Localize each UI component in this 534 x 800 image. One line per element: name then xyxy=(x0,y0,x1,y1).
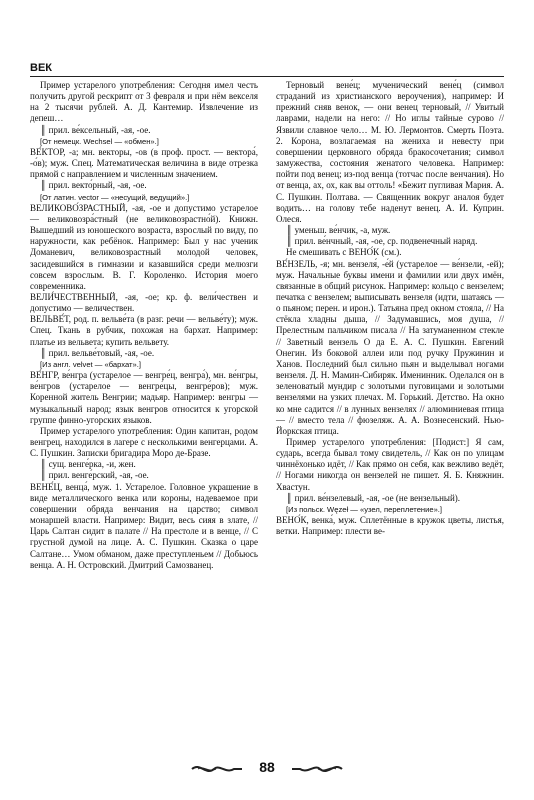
etymology-note: [Из англ. velvet — «бархат».] xyxy=(40,359,141,369)
usage-paragraph: Терновый вене́ц; мученический вене́ц (символ страданий из христианского вероучения), например: И прежний сняв венок, — они венец терновый, // Увитый лаврами, надели на него: // Но иглы тайные сурово // Язвили славное чело… М. Ю. Лермонтов. Смерть Поэта. 2. Корона, возлагаемая на жениха и невесту при совершении церковного обряда бракосочетания; символ замужества, состояния женатого человека. Например: пойти под венец; из-под венца (тотчас после венчания). Но от венца, ах, ох, как вы оттоль! «Бежит пугливая Мария. А. С. Пушкин. Полтава. — Священник вокруг аналоя будет водить… на голову тебе наденут венец. А. И. Куприн. Олеся. xyxy=(276,80,504,224)
dictionary-entry: ВЕЛИ́ЧЕСТВЕННЫЙ, -ая, -ое; кр. ф. вели́чествен и допустимо — величествен. xyxy=(30,291,258,314)
page-footer xyxy=(0,754,534,784)
running-head: ВЕК xyxy=(30,62,52,74)
usage-paragraph: Пример устарелого употребления: Сегодня имел честь получить другой рескрипт от 3 февраля и при нём векселя на 2 тысячи рублей. А. Д. Кантемир. Извлечение из депеш… xyxy=(30,80,258,124)
derived-form: ║ прил. ве́нзелевый, -ая, -ое (не вензельный). xyxy=(286,492,461,503)
derived-form: ║ уменьш. ве́нчик, -а, муж. xyxy=(286,225,391,236)
dictionary-entry: ВЕЛИКОВО́ЗРАСТНЫЙ, -ая, -ое и допустимо устарелое — великовозра́стный (не великовозрастно́й). Книжн. Вышедший из юношеского возраста, взрослый по виду, по наружности, как ребёнок. Например: Был у нас ученик Доманевич, великовозрастный молодой человек, засидевшийся в гимназии и казавшийся среди мелюзги совсем взрослым. В. Г. Короленко. История моего современника. xyxy=(30,202,258,291)
etymology-note: [От латин. vector — «несущий, ведущий».] xyxy=(40,192,190,202)
right-column xyxy=(276,80,504,537)
derived-form: ║ сущ. венге́рка, -и, жен. xyxy=(40,459,136,470)
right-ornament-icon xyxy=(290,760,344,778)
dictionary-entry: ВЕ́НЗЕЛЬ, -я; мн. вензеля́, -е́й (устарелое — ве́нзели, -ей); муж. Начальные буквы имени и фамилии или двух имён, связанные в общий рисунок. Например: кольцо с вензелем; печатка с вензелем; выписывать вензеля (идти, шатаясь — о пьяном; перен. и ирон.). Татьяна пред окном стояла, // На стёкла хладны дыша, // Задумавшись, моя душа, // Прелестным пальчиком писала // На затуманенном стекле // Заветный вензель О да Е. А. С. Пушкин. Евгений Онегин. Из боковой аллеи или под ручку Пружинин и Ханов. Последний был сильно пьян и выделывал ногами вензеля. Д. Н. Мамин-Сибиряк. Именинник. Оделался он в зеленоватый мундир с золотыми пуговицами и золотыми вензелями на узких плечах. М. Горький. Детство. На окно ко мне садится // в лунных вензелях // алюминиевая птица — // вместо тела // фюзеляж. А. А. Вознесенский. Нью-Йоркская птица. xyxy=(276,258,504,436)
dictionary-entry: ВЕ́НГР, ве́нгра (устарелое — венгре́ц, венгра́), мн. ве́нгры, ве́нгров (устарелое — венгре́цы, венгре́ров); муж. Коренной житель Венгрии; мадьяр. Например: венгры — музыкальный народ; язык венгров относится к угорской группе финно-угорских языков. xyxy=(30,370,258,425)
derived-form: ║ прил. вельве́товый, -ая, -ое. xyxy=(40,347,155,358)
page-number: 88 xyxy=(259,759,275,775)
left-column xyxy=(30,80,258,571)
dictionary-entry: ВЕ́КТОР, -а; мн. векторы, -ов (в проф. прост. — вектора́, -о́в); муж. Спец. Математическая величина в виде отрезка прямой с направлением и численным значением. xyxy=(30,146,258,180)
etymology-note: [От немецк. Wechsel — «обмен».] xyxy=(40,136,159,146)
derived-form: ║ прил. векто́рный, -ая, -ое. xyxy=(40,180,147,191)
derived-form: ║ прил. ве́ксельный, -ая, -ое. xyxy=(40,124,151,135)
dictionary-entry: ВЕНЕ́Ц, венца́, муж. 1. Устарелое. Головное украшение в виде металлического венка или короны, надеваемое при совершении обряда венчания на царство; символ монаршей власти. Например: Видит, весь сияя в злате, // Царь Салтан сидит в палате // На престоле и в венце, // С грустной думой на лице. А. С. Пушкин. Сказка о царе Салтане… Умом обманом, даже преступленьем // Добьюсь венца. А. Н. Островский. Дмитрий Самозванец. xyxy=(30,481,258,570)
etymology-note: [Из польск. Węzeł — «узел, переплетение».] xyxy=(286,504,443,514)
usage-paragraph: Пример устарелого употребления: Один капитан, родом венгрец, находился в лагере с несколькими венгерцами. А. С. Пушкин. Записки бригадира Моро де-Бразе. xyxy=(30,425,258,459)
usage-paragraph: Не смешивать с ВЕНО́К (см.). xyxy=(286,247,402,258)
usage-paragraph: Пример устарелого употребления: [Подист:] Я сам, сударь, всегда бывал тому свидетель, // Как он по улицам чиннёхонько идёт, // Как прямо он себя, как вежливо ведёт, // Ногами никогда он вензелей не пишет. Я. Б. Княжнин. Хвастун. xyxy=(276,437,504,492)
derived-form: ║ прил. ве́нчный, -ая, -ое, ср. подвенечный наряд. xyxy=(286,236,478,247)
derived-form: ║ прил. венге́рский, -ая, -ое. xyxy=(40,470,149,481)
dictionary-entry: ВЕНО́К, венка́, муж. Сплетённые в кружок цветы, листья, ветки. Например: плести ве- xyxy=(276,515,504,537)
header-rule xyxy=(30,76,504,77)
left-ornament-icon xyxy=(190,760,244,778)
dictionary-entry: ВЕЛЬВЕ́Т, род. п. вельве́та (в разг. речи — вельве́ту); муж. Спец. Ткань в рубчик, похожая на бархат. Например: платье из вельвета; купить вельвету. xyxy=(30,314,258,347)
